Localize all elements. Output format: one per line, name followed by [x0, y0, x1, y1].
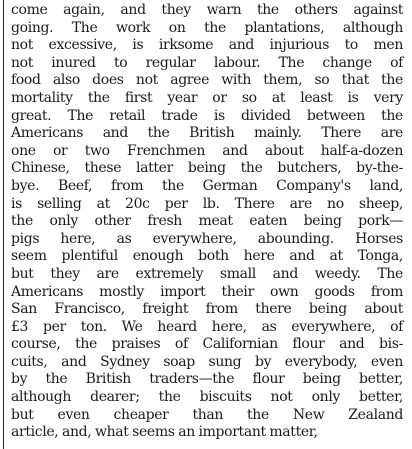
article-line: course, the praises of Californian flour and bis- [11, 336, 403, 353]
article-line: bye. Beef, from the German Company's land, [11, 177, 403, 194]
article-line: article, and, what seems an important matter, [11, 424, 318, 441]
article-text [11, 2, 403, 442]
article-line: Chinese, these latter being the butchers, by-the- [11, 160, 403, 177]
article-line: one or two Frenchmen and about half-a-dozen [11, 142, 403, 159]
article-line: seem plentiful enough both here and at Tonga, [11, 248, 403, 265]
article-line: cuits, and Sydney soap sung by everybody, even [11, 353, 403, 370]
article-line: Americans and the British mainly. There are [11, 125, 403, 142]
article-line: Americans mostly import their own goods from [11, 283, 403, 300]
article-line: not inured to regular labour. The change of [11, 54, 403, 71]
article-line: going. The work on the plantations, although [11, 19, 403, 36]
article-line: by the British traders—the flour being better, [11, 371, 403, 388]
article-line: is selling at 20c per lb. There are no sheep, [11, 195, 403, 212]
article-line: not excessive, is irksome and injurious to men [11, 37, 403, 54]
article-line: pigs here, as everywhere, abounding. Horses [11, 230, 403, 247]
article-line: come again, and they warn the others against [11, 2, 403, 18]
article-line: San Francisco, freight from there being about [11, 301, 403, 318]
article-line: mortality the first year or so at least is very [11, 89, 403, 106]
article-line: although dearer; the biscuits not only better, [11, 389, 403, 406]
article-line: food also does not agree with them, so that the [11, 72, 403, 89]
article-line: but even cheaper than the New Zealand [11, 406, 403, 423]
article-line: the only other fresh meat eaten being pork— [11, 213, 403, 230]
article-line: great. The retail trade is divided between the [11, 107, 403, 124]
article-line: but they are extremely small and weedy. The [11, 265, 403, 282]
article-line: £3 per ton. We heard here, as everywhere, of [11, 318, 403, 335]
column-rule [3, 0, 4, 449]
